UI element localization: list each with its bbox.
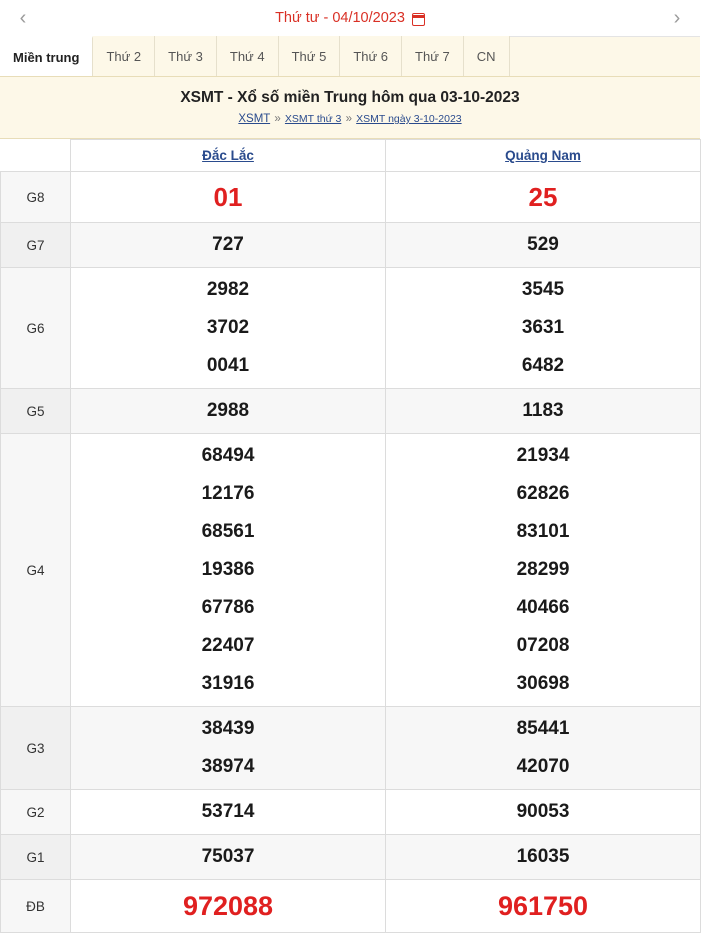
prize-number: 3545 <box>521 279 565 300</box>
current-date-label: Thứ tư - 04/10/2023 <box>275 10 405 26</box>
prize-number: 01 <box>213 182 243 212</box>
prize-number: 53714 <box>201 801 255 822</box>
table-row <box>1 268 701 389</box>
tab-thứ-4[interactable]: Thứ 4 <box>217 36 279 76</box>
table-row <box>1 172 701 223</box>
column-header-province-2 <box>386 140 701 172</box>
date-navigation-bar <box>0 0 700 37</box>
prize-numbers <box>71 707 386 790</box>
prize-number: 42070 <box>516 756 570 777</box>
prize-numbers <box>386 389 701 434</box>
prize-number: 28299 <box>516 559 570 580</box>
prize-numbers <box>386 790 701 835</box>
prize-number: 727 <box>212 234 244 255</box>
breadcrumb-separator-3: » <box>345 113 352 125</box>
prize-numbers <box>386 835 701 880</box>
table-corner-cell <box>1 140 71 172</box>
column-header-province-1 <box>71 140 386 172</box>
prize-number: 19386 <box>201 559 255 580</box>
prize-number: 3631 <box>521 317 565 338</box>
prize-label: G4 <box>1 434 71 707</box>
prize-label: ĐB <box>1 880 71 933</box>
prize-number: 16035 <box>516 846 570 867</box>
page-header <box>0 77 700 139</box>
tab-thứ-3[interactable]: Thứ 3 <box>155 36 217 76</box>
prize-label: G8 <box>1 172 71 223</box>
prize-label: G3 <box>1 707 71 790</box>
prize-number: 83101 <box>516 521 570 542</box>
prize-number: 961750 <box>497 891 589 921</box>
prize-number: 3702 <box>206 317 250 338</box>
prize-number: 972088 <box>182 891 274 921</box>
prize-number: 21934 <box>516 445 570 466</box>
table-row <box>1 790 701 835</box>
prize-label: G5 <box>1 389 71 434</box>
prize-number: 6482 <box>521 355 565 376</box>
table-row <box>1 707 701 790</box>
table-row <box>1 835 701 880</box>
breadcrumb-separator-1: » <box>274 113 281 125</box>
breadcrumb-link-4[interactable]: XSMT ngày 3-10-2023 <box>356 113 462 125</box>
prize-numbers <box>386 172 701 223</box>
breadcrumb-link-2[interactable]: XSMT thứ 3 <box>284 113 342 125</box>
prize-number: 85441 <box>516 718 570 739</box>
page-title: XSMT - Xổ số miền Trung hôm qua 03-10-2023 <box>180 89 520 106</box>
next-day-button[interactable]: › <box>673 7 681 29</box>
prize-label: G1 <box>1 835 71 880</box>
results-table-head <box>1 140 701 172</box>
prize-number: 30698 <box>516 673 570 694</box>
tab-thứ-6[interactable]: Thứ 6 <box>340 36 402 76</box>
weekday-tabs <box>0 37 700 77</box>
breadcrumb <box>10 113 690 125</box>
prize-numbers <box>71 434 386 707</box>
prize-label: G7 <box>1 223 71 268</box>
prize-number: 2988 <box>206 400 250 421</box>
prize-number: 68561 <box>201 521 255 542</box>
prize-number: 67786 <box>201 597 255 618</box>
prize-numbers <box>386 880 701 933</box>
prize-numbers <box>71 172 386 223</box>
prize-number: 07208 <box>516 635 570 656</box>
calendar-icon[interactable] <box>412 13 425 26</box>
prize-number: 0041 <box>206 355 250 376</box>
prize-numbers <box>386 707 701 790</box>
prize-number: 31916 <box>201 673 255 694</box>
prize-number: 529 <box>527 234 559 255</box>
prize-number: 2982 <box>206 279 250 300</box>
prize-numbers <box>386 268 701 389</box>
current-date[interactable] <box>34 10 666 26</box>
results-table-body <box>1 172 701 933</box>
prize-number: 68494 <box>201 445 255 466</box>
table-row <box>1 434 701 707</box>
prize-numbers <box>71 790 386 835</box>
prize-number: 25 <box>528 182 558 212</box>
prize-numbers <box>71 389 386 434</box>
breadcrumb-link-0[interactable]: XSMT <box>238 113 271 125</box>
table-header-row <box>1 140 701 172</box>
prize-label: G6 <box>1 268 71 389</box>
prize-number: 40466 <box>516 597 570 618</box>
province-2-link[interactable]: Quảng Nam <box>505 148 581 163</box>
prize-number: 90053 <box>516 801 570 822</box>
prize-number: 38439 <box>201 718 255 739</box>
prize-numbers <box>386 434 701 707</box>
tab-thứ-2[interactable]: Thứ 2 <box>93 36 155 76</box>
prize-numbers <box>71 880 386 933</box>
tab-cn[interactable]: CN <box>464 36 510 76</box>
prize-number: 62826 <box>516 483 570 504</box>
table-row <box>1 223 701 268</box>
prize-number: 1183 <box>522 400 564 421</box>
tab-thứ-5[interactable]: Thứ 5 <box>279 36 341 76</box>
tab-miền-trung[interactable]: Miền trung <box>0 36 93 76</box>
results-table <box>0 139 701 933</box>
prize-number: 12176 <box>201 483 255 504</box>
prize-numbers <box>71 835 386 880</box>
previous-day-button[interactable]: ‹ <box>19 7 27 29</box>
prize-numbers <box>71 268 386 389</box>
prize-number: 22407 <box>201 635 255 656</box>
prize-number: 38974 <box>201 756 255 777</box>
tab-thứ-7[interactable]: Thứ 7 <box>402 36 464 76</box>
province-1-link[interactable]: Đắc Lắc <box>202 148 254 163</box>
prize-number: 75037 <box>201 846 255 867</box>
prize-numbers <box>71 223 386 268</box>
prize-label: G2 <box>1 790 71 835</box>
table-row <box>1 880 701 933</box>
table-row <box>1 389 701 434</box>
prize-numbers <box>386 223 701 268</box>
